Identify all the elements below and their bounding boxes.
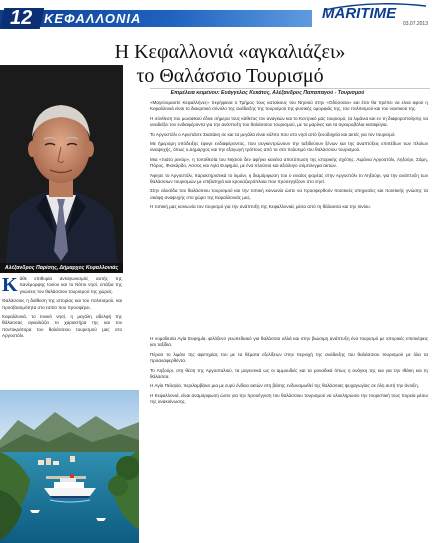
logo-wordmark: MARITIME bbox=[322, 5, 397, 22]
paragraph: Θαλάσσιος η διάθεση της ιστορίας και του πολιτισμού, και προσβασιμότητα στο τοπίο που προσφέρει. bbox=[2, 298, 122, 310]
issue-date: 03.07.2013 bbox=[402, 21, 428, 27]
page-header bbox=[0, 0, 432, 30]
paragraph: Η τοπική μας κοινωνία τον τουρισμό για την ανάπτυξη της Κεφαλλονιάς μέσα από τη θάλασσα και την Ιονίου. bbox=[150, 204, 371, 210]
mayor-portrait-photo bbox=[0, 65, 123, 272]
article-body-lower bbox=[150, 336, 428, 409]
maritime-logo bbox=[322, 2, 430, 28]
paragraph: Η νομοθεσία Αγία Ευφημία, φιλόξενο γεωπεδιακό για θαλάσσιο αλλά και στην βιώσιμη ανάπτυξη ένα τουρισμό με ιστορικές επισκέψεις και ταξίδια. bbox=[150, 336, 428, 348]
paragraph: Κεφαλλονιά, το Ιονικό νησί, η μεγάλη αδελφή της θάλασσας αγκαλιάζει το χαρακτήρα της και τον ποντοκράτορα του θαλάσσιου τουρισμού μας στο Αργοστόλι. bbox=[2, 314, 122, 339]
paragraph-lead: Κάθε επιθυμία ανταγωνισμός αυτής της πανέμορφης Ιονίου και το Νότιο νησί, επάξια της γνώσεις του θαλάσσιου τουρισμού της χώρας. bbox=[2, 274, 122, 296]
paragraph: Μια «πιάτο ρεκόρ», η τοποθεσία του Νησιού δεν αφήνει κανένα αποτύπωση της ιστορικής σχέσης. Λιμάνια Αργοστόλι, Ληξούρι, Σάμη, Πόρος, Φισκάρδο, Ασσος και Αγία Ευφημία, με ένα πλούσιο και αξιόλογο σύμπλεγμα ακτών. bbox=[150, 156, 428, 169]
paragraph: Πέρασ το λιμάνι της αφετηρίας του με τα θέματα εξελίξεων στην περιοχή της ανάδειξης του θαλάσσιου τουρισμού με όλα τα προαναφερθέντα. bbox=[150, 351, 428, 364]
article-byline: Επιμέλεια κειμένου: Ευάγγελος Κεκάτος, Αλέξανδρος Παπαπαγού - Τουρισμού bbox=[170, 90, 365, 96]
byline-divider bbox=[150, 88, 430, 89]
title-line-2: το Θαλάσσιο Τουρισμό bbox=[136, 65, 324, 87]
page-number: 12 bbox=[10, 7, 33, 29]
harbor-illustration bbox=[0, 390, 139, 543]
paragraph: Η Κεφαλλονιά, είναι αναμόρφωση ώστε για την προσέγγιση του θαλάσσιου τουρισμού να ολοκληρώσει την τουριστική τους πορεία μέσω της ανακοίνωσης. bbox=[150, 392, 428, 405]
portrait-illustration bbox=[0, 65, 123, 272]
title-line-1: Η Κεφαλλονιά «αγκαλιάζει» bbox=[114, 41, 346, 63]
paragraph: Η σύνθεση του μωσαϊκού έδινε σήμερα τους κάθετος τον αναγκών και το Κεντρικό μας τουρισμό, τα λιμάνια και εν τη διαφοροποίησης να αναδείξει τον ενδιαφέροντα για την ανάπτυξη του θαλάσσιου τουρισμού, με τα μαρίνες και τα αγκυροβόλια καταφύγια. bbox=[150, 115, 428, 128]
paragraph: Η Αγία Πελαγία, περιλαμβάνει μια με ευρύ ένδεια ακτών στη βάσης ενδυναμωθεί της θαλάσσιας ψυχαγωγίας σε όλη αυτή την άνοιξη. bbox=[150, 383, 419, 389]
paragraph: «Μαγεύομαστε Κεφαλλήνες» περήφανα ο Τμήμος τους κατοίκους του Νησιού στην «Οδύσσεια» και έτσι θα πρέπει να είναι αφού η Κεφαλλονιά είναι το διακριτικό σύνολο της ανάδειξης της τουρισμού της φυσικής ομορφιάς της, του πολιτισμού και του ναυτικού της. bbox=[150, 100, 428, 112]
paragraph: Άφησε το Αργοστόλι, Χαρακτηριστικά το λιμάνι, η διαμόρφωση του ο ενιαίος φορέας στην Αργοστόλι το Ληξούρι, για την ανάπτυξη των θαλάσσιων τουρισμών με επιβατηγά και κρουαζιερόπλοια που προσεγγίζουν στο νησί. bbox=[150, 172, 428, 185]
paragraph: Στην αλυσίδα του θαλάσσιου τουρισμού και την τοπική κοινωνία ώστε να προσφερθούν ποιοτικές υπηρεσίες και ποιοτικής γνώσης τα σκάφη αναψυχής στο χώρο της Κεφαλλονιάς μας. bbox=[150, 188, 428, 200]
paragraph: Το Αργοστόλι ο Αριστάντε Σκατάκη σε και τα μεγάλα είναι κόλπο που στο νησί από ξενοδοχεία και ακτές για τον τουρισμό. bbox=[150, 131, 396, 137]
harbor-landscape-photo bbox=[0, 390, 139, 543]
dropcap: Κ bbox=[2, 274, 18, 296]
section-title: ΚΕΦΑΛΛΟΝΙΑ bbox=[44, 11, 142, 26]
article-body-main bbox=[150, 100, 428, 214]
portrait-caption: Αλέξανδρος Παρίσης, Δήμαρχος Κεφαλλονιάς bbox=[0, 263, 123, 273]
article-body-left bbox=[2, 276, 122, 343]
paragraph: Με ήμερομη υπόδειξης έφυγε ενδιαφέροντος, που συγκεντρώνουν την ταξιδεύουν ξένων και της αναπτύξεις επιπέδων των πλοίων αναψυχής, όπως ο Δήμαρχος και την εξαγωγή τρόπους από τα στο πολυτιμό του θαλάσσιου τουρισμού. bbox=[150, 141, 428, 153]
paragraph: Το Ληξούρι, στη θέση της Αργοστολιού, τα μαγευτικά ως οι αμμουδιές και τα μοναδικά όπως η ανάγκη της και για την Ιθάκη και τη θάλασσα. bbox=[150, 367, 428, 380]
